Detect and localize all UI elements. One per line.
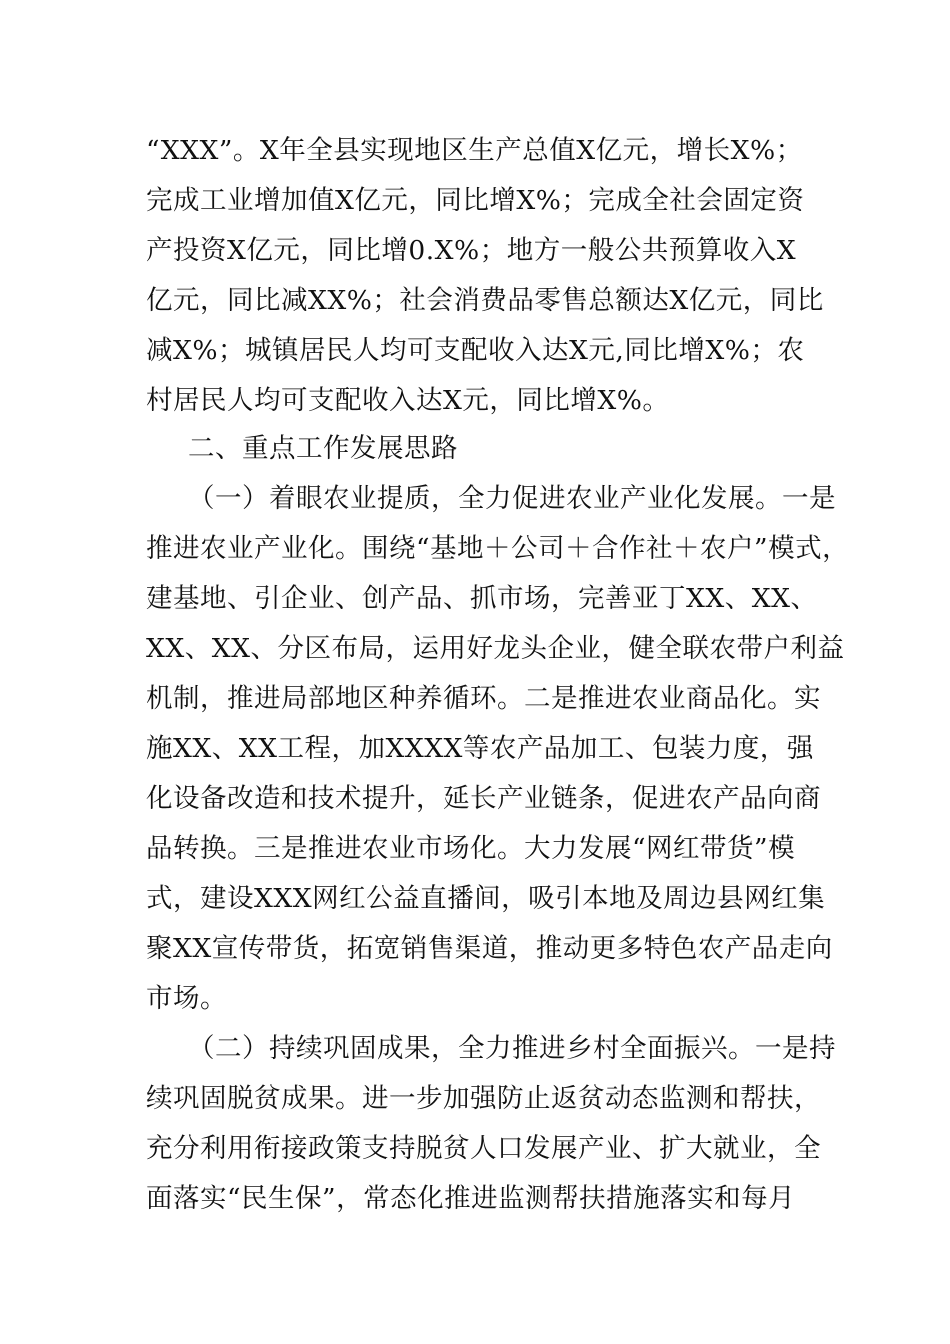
paragraph-line: 面落实“民生保”，常态化推进监测帮扶措施落实和每月 xyxy=(146,1183,796,1214)
paragraph-line: （二）持续巩固成果，全力推进乡村全面振兴。一是持 xyxy=(188,1033,836,1064)
paragraph-line: 建基地、引企业、创产品、抓市场，完善亚丁XX、XX、 xyxy=(146,583,818,614)
paragraph-line: 减X%；城镇居民人均可支配收入达X元,同比增X%；农 xyxy=(146,335,805,366)
paragraph-line: 市场。 xyxy=(146,983,227,1014)
section-heading: 二、重点工作发展思路 xyxy=(188,433,458,464)
paragraph-line: 聚XX宣传带货，拓宽销售渠道，推动更多特色农产品走向 xyxy=(146,933,833,964)
paragraph-line: （一）着眼农业提质，全力促进农业产业化发展。一是 xyxy=(188,483,836,514)
paragraph-line: 施XX、XX工程，加XXXX等农产品加工、包装力度，强 xyxy=(146,733,814,764)
paragraph-line: 机制，推进局部地区种养循环。二是推进农业商品化。实 xyxy=(146,683,821,714)
paragraph-line: 村居民人均可支配收入达X元，同比增X%。 xyxy=(146,385,670,416)
paragraph-line: 产投资X亿元，同比增0.X%；地方一般公共预算收入X xyxy=(146,235,797,266)
paragraph-line: 式，建设XXX网红公益直播间，吸引本地及周边县网红集 xyxy=(146,883,826,914)
paragraph-line: 品转换。三是推进农业市场化。大力发展“网红带货”模 xyxy=(146,833,796,864)
paragraph-line: XX、XX、分区布局，运用好龙头企业，健全联农带户利益 xyxy=(146,633,845,664)
paragraph-line: 续巩固脱贫成果。进一步加强防止返贫动态监测和帮扶， xyxy=(146,1083,821,1114)
paragraph-line: 亿元，同比减XX%；社会消费品零售总额达X亿元，同比 xyxy=(146,285,824,316)
paragraph-line: 推进农业产业化。围绕“基地＋公司＋合作社＋农户”模式， xyxy=(146,533,850,564)
paragraph-line: “XXX”。X年全县实现地区生产总值X亿元，增长X%； xyxy=(146,135,803,166)
paragraph-line: 完成工业增加值X亿元，同比增X%；完成全社会固定资 xyxy=(146,185,805,216)
paragraph-line: 化设备改造和技术提升，延长产业链条，促进农产品向商 xyxy=(146,783,821,814)
paragraph-line: 充分利用衔接政策支持脱贫人口发展产业、扩大就业，全 xyxy=(146,1133,821,1164)
